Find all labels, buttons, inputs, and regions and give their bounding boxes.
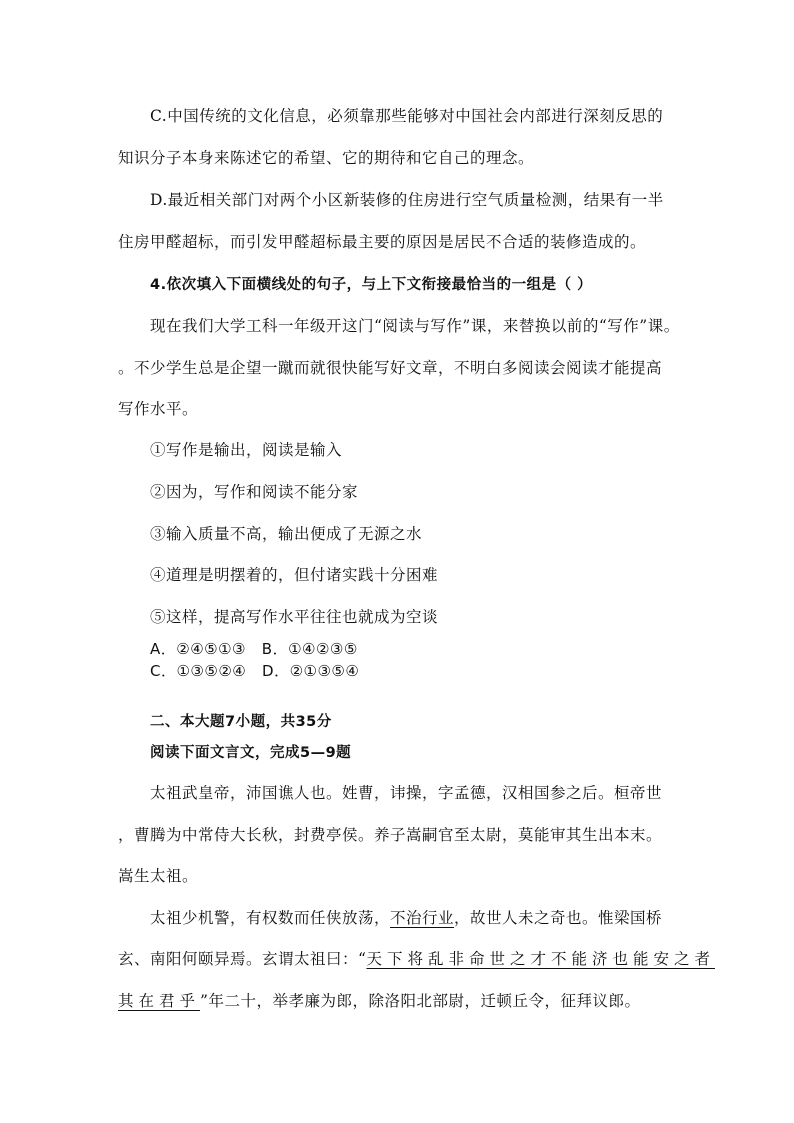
passage-line-1: 现在我们大学工科一年级开这门“阅读与写作”课，来替换以前的“写作”课。 xyxy=(150,317,680,335)
classical-p1-line-2: ，曹腾为中常侍大长秋，封费亭侯。养子嵩嗣官至太尉，莫能审其生出本末。 xyxy=(118,826,663,844)
sentence-item: ③输入质量不高，输出便成了无源之水 xyxy=(150,525,423,543)
p2-line3-post: ”年二十，举孝廉为郎，除洛阳北部尉，迁顿丘令，征拜议郎。 xyxy=(200,992,641,1010)
option-c-line-2: 知识分子本身来陈述它的希望、它的期待和它自己的理念。 xyxy=(118,149,535,167)
p2-line1-post: ，故世人未之奇也。惟梁国桥 xyxy=(454,909,663,927)
sentence-item: ①写作是输出，阅读是输入 xyxy=(150,441,343,459)
classical-p1-line-1: 太祖武皇帝，沛国谯人也。姓曹，讳操，字孟德，汉相国参之后。桓帝世 xyxy=(150,784,663,802)
sentence-item: ②因为，写作和阅读不能分家 xyxy=(150,483,359,501)
reading-instruction: 阅读下面文言文，完成5—9题 xyxy=(150,745,352,761)
section-2-heading: 二、本大题7小题，共35分 xyxy=(150,714,332,730)
classical-p2-line-2 xyxy=(118,947,715,969)
option-d-line-1: D.最近相关部门对两个小区新装修的住房进行空气质量检测，结果有一半 xyxy=(150,191,664,209)
choices-row-2: C．①③⑤②④ D．②①③⑤④ xyxy=(150,662,360,680)
underlined-sentence: 天下将乱非命世之才不能济也能安之者 xyxy=(366,950,715,968)
option-d-line-2: 住房甲醛超标，而引发甲醛超标最主要的原因是居民不合适的装修造成的。 xyxy=(118,233,647,251)
p2-line1-pre: 太祖少机警，有权数而任侠放荡， xyxy=(150,909,391,927)
choices-row-1: A．②④⑤①③ B．①④②③⑤ xyxy=(150,640,358,658)
p2-line2-pre: 玄、南阳何颐异焉。玄谓太祖曰：“ xyxy=(118,950,367,968)
passage-line-3: 写作水平。 xyxy=(118,400,199,418)
question-4-title: 4.依次填入下面横线处的句子，与上下文衔接最恰当的一组是（ ） xyxy=(150,277,593,293)
passage-line-2: 。不少学生总是企望一蹴而就很快能写好文章，不明白多阅读会阅读才能提高 xyxy=(118,359,663,377)
classical-p2-line-1 xyxy=(150,906,662,928)
underlined-phrase: 不治行业 xyxy=(390,909,455,927)
sentence-item: ⑤这样，提高写作水平往往也就成为空谈 xyxy=(150,608,439,626)
classical-p2-line-3 xyxy=(118,989,640,1011)
underlined-sentence-end: 其在君乎 xyxy=(118,992,201,1010)
classical-p1-line-3: 嵩生太祖。 xyxy=(118,867,199,885)
sentence-item: ④道理是明摆着的，但付诸实践十分困难 xyxy=(150,566,439,584)
option-c-line-1: C.中国传统的文化信息，必须靠那些能够对中国社会内部进行深刻反思的 xyxy=(150,107,664,125)
